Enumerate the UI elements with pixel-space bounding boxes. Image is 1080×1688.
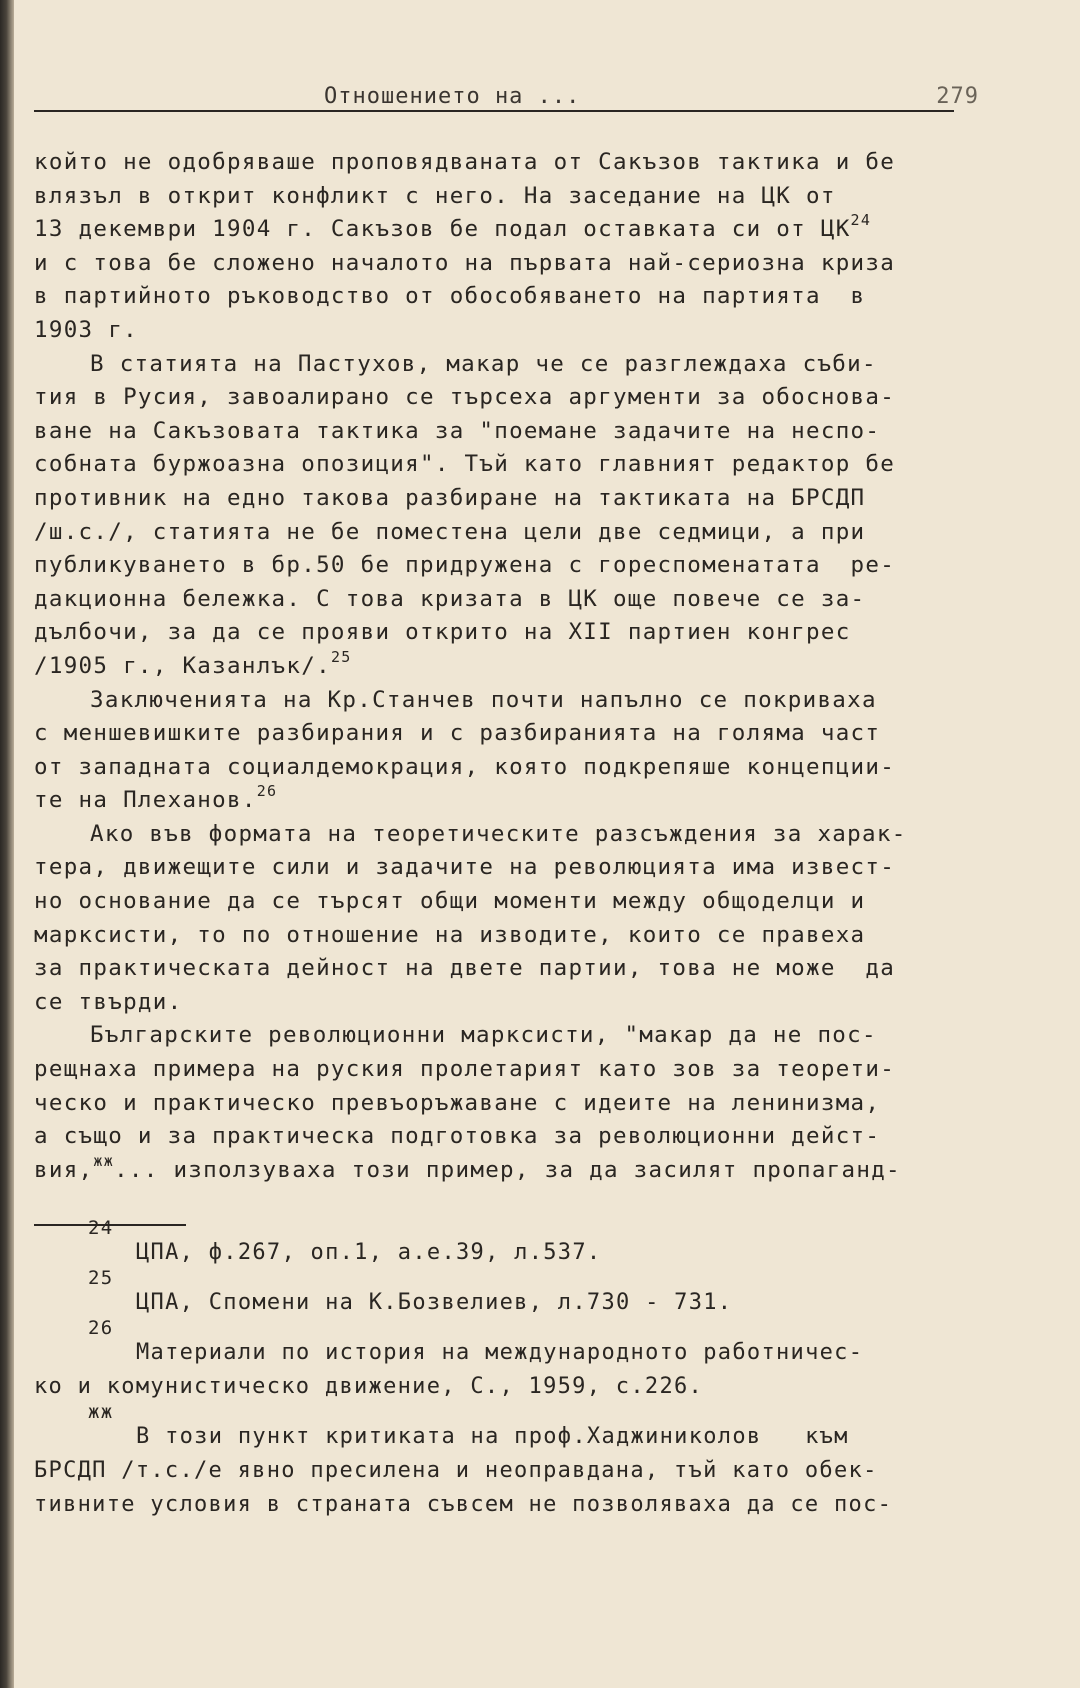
line-text: който не одобряваше проповядваната от Сакъзов тактика и бе [34,149,896,175]
footnote-text: ко и комунистическо движение, С., 1959, с.226. [34,1374,704,1399]
line-text: с меншевишките разбирания и с разбиранията на голяма част [34,720,881,747]
text-line [34,616,994,650]
running-header [34,78,979,112]
text-line [34,280,994,314]
footnote-line [34,1267,994,1320]
footnote-line [34,1488,994,1522]
line-text: и с това бе сложено началото на първата най-сериозна криза [34,249,896,276]
footnote-marker: 26 [88,1317,114,1339]
line-text: в партийното ръководство от обособяването на партията в [34,283,866,310]
running-title: Отношението на ... [324,84,581,109]
footnote-line [34,1217,994,1270]
text-line [34,1087,994,1121]
footnote-text: Материали по история на международното работничес- [136,1340,864,1365]
footnote-reference: 26 [256,782,278,801]
text-line [34,717,994,751]
text-line [34,1053,994,1087]
footnote-line [34,1454,994,1488]
text-line [34,247,994,281]
text-line [34,1120,994,1154]
body-text [34,146,994,1187]
line-text: тера, движещите сили и задачите на революцията има извест- [34,854,896,881]
text-line [34,684,994,718]
footnote-line [34,1401,994,1454]
footnote-text: ЦПА, Спомени на К.Бозвелиев, л.730 - 731. [136,1290,733,1315]
line-text: публикуването в бр.50 бе придружена с гореспоменатата ре- [34,552,896,579]
footnote [34,1217,994,1270]
text-line [34,146,994,180]
footnote [34,1401,994,1522]
line-text: собната буржоазна опозиция". Тъй като главният редактор бе [34,451,896,478]
line-text: за практическата дейност на двете партии, това не може да [34,955,896,982]
line-text: ческо и практическо превъоръжаване с идеите на ленинизма, [34,1089,881,1116]
footnote-marker: 24 [88,1217,114,1239]
header-rule [34,110,954,112]
text-line [34,516,994,550]
line-text: но основание да се търсят общи моменти между общоделци и [34,888,866,915]
text-line [34,986,994,1020]
line-text: ване на Сакъзовата тактика за "поемане задачите на неспо- [34,417,881,444]
text-line [34,1151,994,1188]
line-text: Заключенията на Кр.Станчев почти напълно се покриваха [90,686,877,713]
footnote-reference: жж [93,1151,115,1170]
text-line [34,348,994,382]
text-line [34,549,994,583]
line-text: а също и за практическа подготовка за революционни дейст- [34,1123,881,1150]
footnote-marker: жж [88,1401,114,1423]
footnote-reference: 25 [330,647,352,666]
line-text: вия, [34,1156,94,1183]
line-text: влязъл в открит конфликт с него. На заседание на ЦК от [34,182,836,209]
footnotes [34,1217,994,1522]
text-line [34,1019,994,1053]
footnote [34,1267,994,1320]
text-line [34,952,994,986]
book-page [24,0,1064,1688]
footnote-text: БРСДП /т.с./е явно пресилена и неоправдана, тъй като обек- [34,1458,878,1483]
text-line [34,381,994,415]
footnote-line [34,1370,994,1404]
line-text-continuation: ... използуваха този пример, за да засилят пропаганд- [114,1156,901,1183]
footnote-marker: 25 [88,1267,114,1289]
text-line [34,213,994,247]
footnote-text: тивните условия в страната съвсем не позволяваха да се пос- [34,1492,893,1517]
text-line [34,415,994,449]
page-binding-edge [0,0,14,1688]
text-line [34,751,994,785]
text-line [34,851,994,885]
line-text: дълбочи, за да се прояви открито на XII партиен конгрес [34,619,851,646]
text-line [34,784,994,818]
line-text: тия в Русия, завоалирано се търсеха аргументи за обоснова- [34,384,896,411]
footnote-line [34,1317,994,1370]
line-text: противник на едно такова разбиране на тактиката на БРСДП [34,484,866,511]
page-number: 279 [936,84,979,109]
line-text: /1905 г., Казанлък/. [34,652,331,679]
text-line [34,180,994,214]
footnote [34,1317,994,1404]
line-text: те на Плеханов. [34,787,257,814]
line-text: /ш.с./, статията не бе поместена цели две седмици, а при [34,518,866,545]
text-line [34,448,994,482]
line-text: Българските революционни марксисти, "макар да не пос- [90,1022,877,1049]
line-text: Ако във формата на теоретическите разсъждения за харак- [90,820,907,847]
text-line [34,482,994,516]
line-text: марксисти, то по отношение на изводите, които се правеха [34,921,866,948]
footnote-text: В този пункт критиката на проф.Хаджиниколов към [136,1424,849,1449]
line-text: 1903 г. [34,316,138,343]
line-text: дакционна бележка. С това кризата в ЦК още повече се за- [34,585,866,612]
line-text: рещнаха примера на руския пролетарият като зов за теорети- [34,1056,896,1083]
line-text: 13 декември 1904 г. Сакъзов бе подал оставката си от ЦК [34,216,851,243]
line-text: се твърди. [34,988,183,1015]
text-line [34,818,994,852]
text-line [34,885,994,919]
text-line [34,583,994,617]
text-line [34,919,994,953]
text-line [34,314,994,348]
footnote-reference: 24 [850,211,872,230]
footnote-text: ЦПА, ф.267, оп.1, а.е.39, л.537. [136,1240,602,1265]
line-text: от западната социалдемокрация, която подкрепяше концепции- [34,753,896,780]
line-text: В статията на Пастухов, макар че се разглеждаха съби- [90,350,877,377]
text-line [34,647,994,684]
